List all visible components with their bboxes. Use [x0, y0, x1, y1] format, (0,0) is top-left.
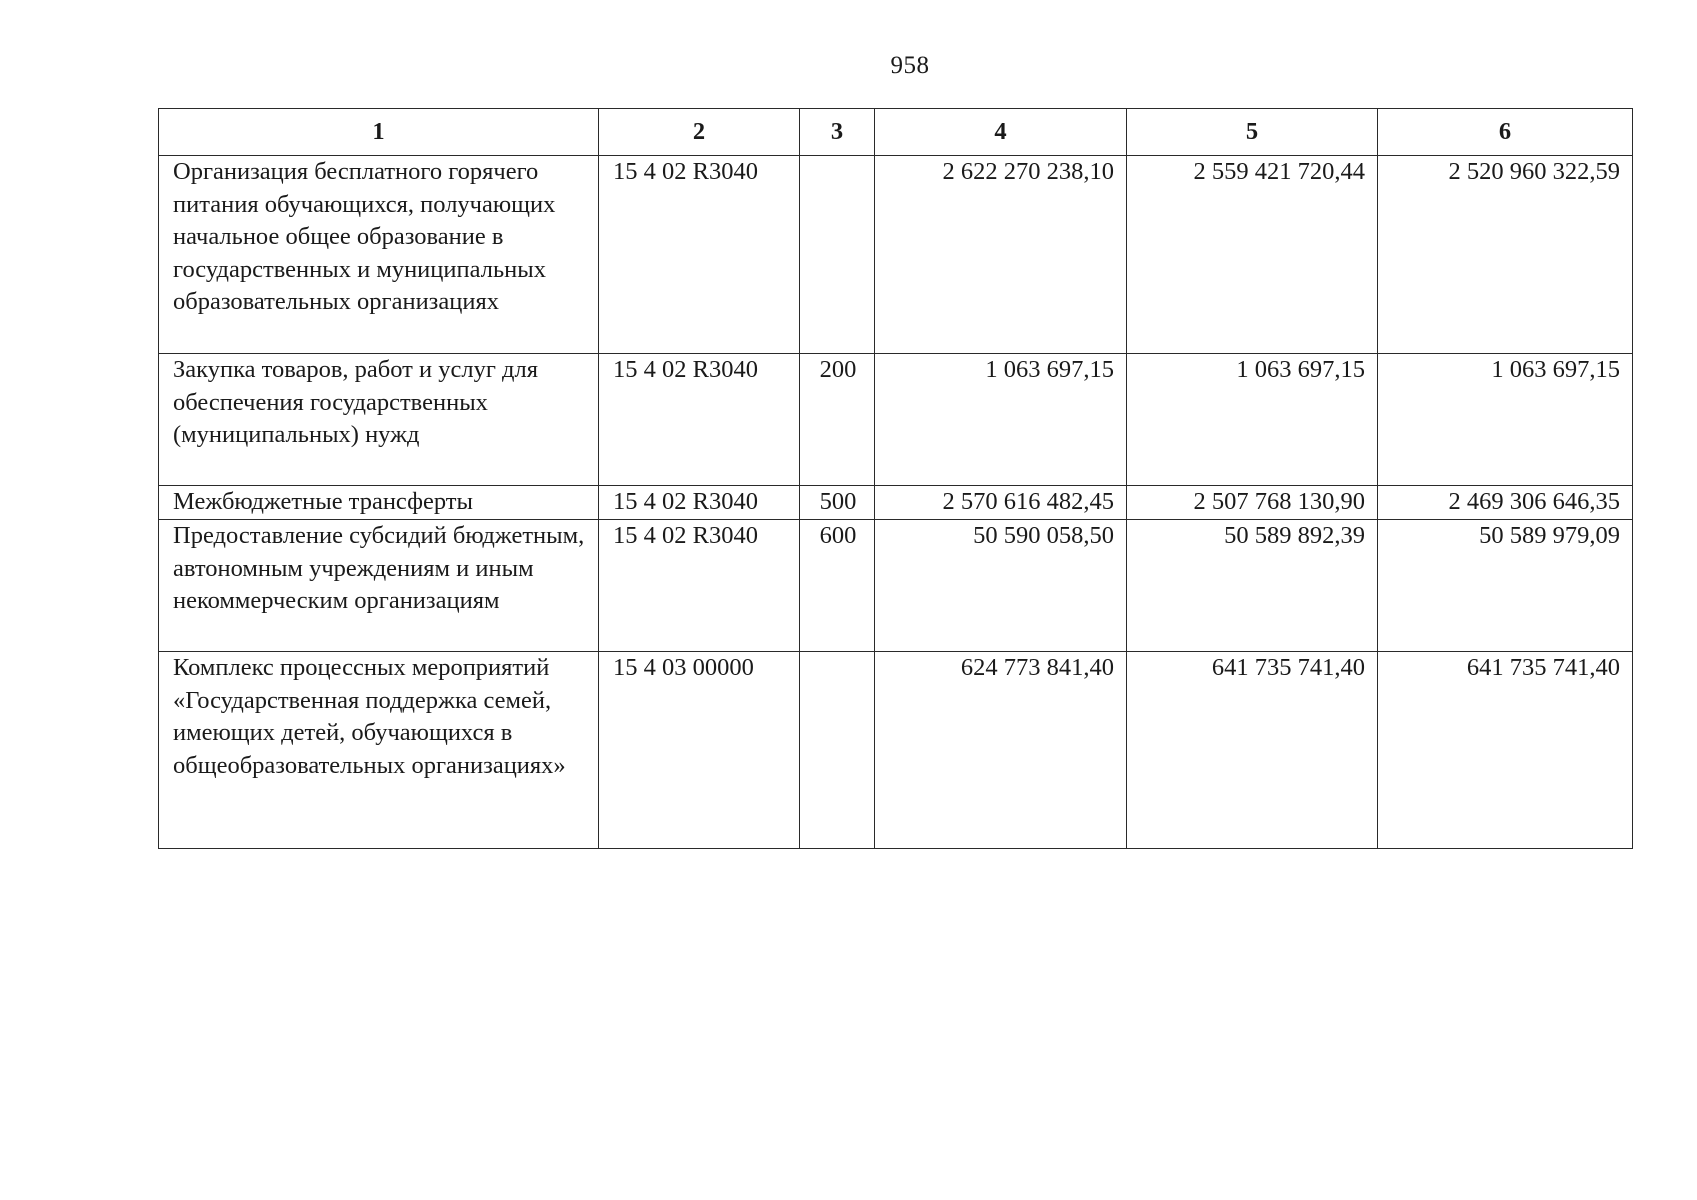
- column-header-5: 5: [1127, 109, 1378, 156]
- table-row: [159, 520, 1633, 652]
- row-value-5: 641 735 741,40: [1127, 652, 1378, 849]
- row-value-5: 2 507 768 130,90: [1127, 486, 1378, 520]
- row-code: 15 4 02 R3040: [599, 156, 800, 354]
- page-number: 958: [890, 52, 930, 79]
- row-name: Предоставление субсидий бюджетным, автономным учреждениям и иным некоммерческим организациям: [159, 520, 599, 652]
- row-name: Межбюджетные трансферты: [159, 486, 599, 520]
- row-value-4: 624 773 841,40: [875, 652, 1127, 849]
- row-code: 15 4 02 R3040: [599, 486, 800, 520]
- row-value-6: 641 735 741,40: [1378, 652, 1633, 849]
- table-row: [159, 486, 1633, 520]
- row-value-4: 50 590 058,50: [875, 520, 1127, 652]
- column-header-4: 4: [875, 109, 1127, 156]
- table-header-row: [159, 109, 1633, 156]
- row-value-6: 50 589 979,09: [1378, 520, 1633, 652]
- row-code: 15 4 02 R3040: [599, 354, 800, 486]
- row-value-4: 2 570 616 482,45: [875, 486, 1127, 520]
- row-value-6: 1 063 697,15: [1378, 354, 1633, 486]
- table-row: [159, 354, 1633, 486]
- column-header-2: 2: [599, 109, 800, 156]
- row-name: Организация бесплатного горячего питания обучающихся, получающих начальное общее образование в государственных и муниципальных образовательных организациях: [159, 156, 599, 354]
- row-type: [800, 652, 875, 849]
- table-row: [159, 652, 1633, 849]
- column-header-6: 6: [1378, 109, 1633, 156]
- row-code: 15 4 02 R3040: [599, 520, 800, 652]
- row-type: 600: [800, 520, 875, 652]
- row-value-5: 50 589 892,39: [1127, 520, 1378, 652]
- budget-table: [158, 108, 1633, 849]
- row-name: Комплекс процессных мероприятий «Государственная поддержка семей, имеющих детей, обучающихся в общеобразовательных организациях»: [159, 652, 599, 849]
- row-value-5: 2 559 421 720,44: [1127, 156, 1378, 354]
- row-type: 200: [800, 354, 875, 486]
- row-value-4: 1 063 697,15: [875, 354, 1127, 486]
- row-type: 500: [800, 486, 875, 520]
- row-name: Закупка товаров, работ и услуг для обеспечения государственных (муниципальных) нужд: [159, 354, 599, 486]
- table-row: [159, 156, 1633, 354]
- row-value-6: 2 469 306 646,35: [1378, 486, 1633, 520]
- row-value-6: 2 520 960 322,59: [1378, 156, 1633, 354]
- row-code: 15 4 03 00000: [599, 652, 800, 849]
- column-header-1: 1: [159, 109, 599, 156]
- row-type: [800, 156, 875, 354]
- row-value-5: 1 063 697,15: [1127, 354, 1378, 486]
- row-value-4: 2 622 270 238,10: [875, 156, 1127, 354]
- column-header-3: 3: [800, 109, 875, 156]
